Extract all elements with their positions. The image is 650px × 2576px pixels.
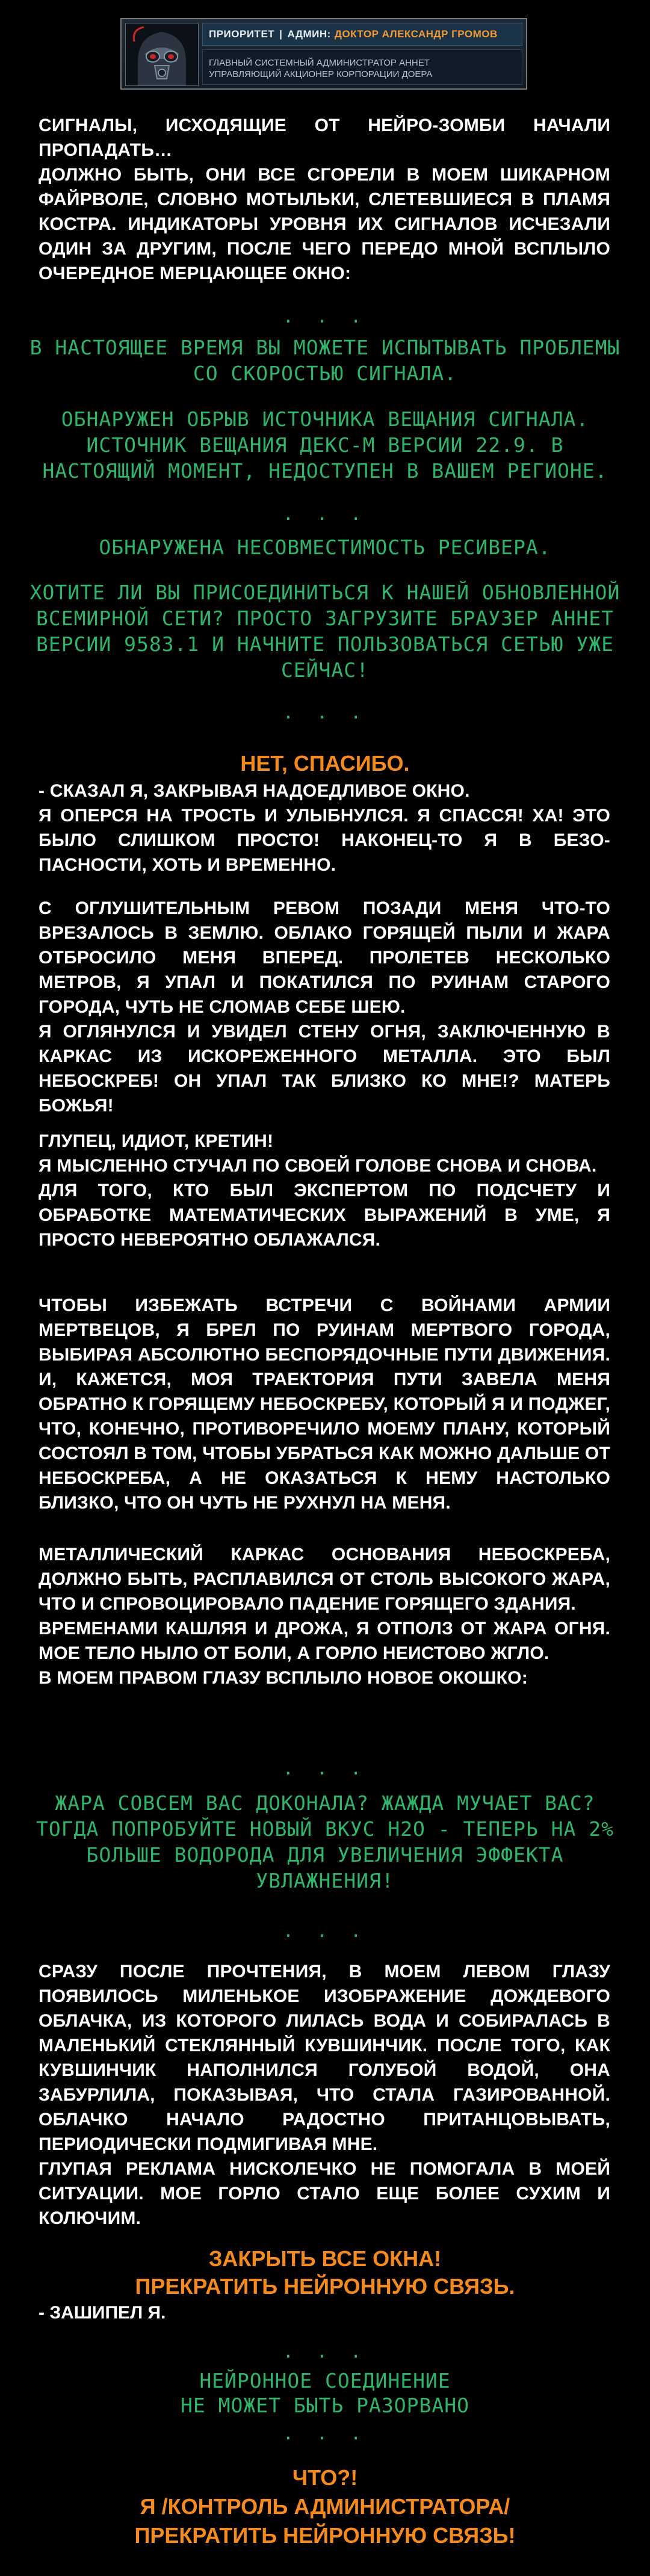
paragraph-line: - СКАЗАЛ Я, ЗАКРЫВАЯ НАДОЕДЛИВОЕ ОКНО. <box>39 781 470 801</box>
final-admin-control: Я /КОНТРОЛЬ АДМИНИСТРАТОРА/ <box>140 2494 510 2519</box>
paragraph-line: Я МЫСЛЕННО СТУЧАЛ ПО СВОЕЙ ГОЛОВЕ СНОВА И СНОВА. <box>39 1156 597 1176</box>
admin-name: ДОКТОР АЛЕКСАНДР ГРОМОВ <box>334 28 498 40</box>
story-hissed: - ЗАШИПЕЛ Я. <box>39 2303 166 2323</box>
paragraph-line: СРАЗУ ПОСЛЕ ПРОЧТЕНИЯ, В МОЕМ ЛЕВОМ ГЛАЗУ ПОЯВИЛОСЬ МИЛЕНЬКОЕ ИЗОБРАЖЕНИЕ ДОЖДЕВОГО ОБЛАЧКА, ИЗ КОТОРОГО ЛИЛАСЬ ВОДА И СОБИРАЛАСЬ В МАЛЕНЬКИЙ СТЕКЛЯННЫЙ КУВШИНЧИК. ПОСЛЕ ТОГО, КАК КУВШИНЧИК НАПОЛНИЛСЯ ГОЛУБОЙ ВОДОЙ, ОНА ЗАБУРЛИЛА, ПОКАЗЫВАЯ, ЧТО СТАЛА ГАЗИРОВАННОЙ. ОБЛАЧКО НАЧАЛО РАДОСТНО ПРИТАНЦОВЫВАТЬ, ПЕРИОДИЧЕСКИ ПОДМИГИВАЯ МНЕ. <box>39 1962 610 2154</box>
paragraph-line: МЕТАЛЛИЧЕСКИЙ КАРКАС ОСНОВАНИЯ НЕБОСКРЕБА, ДОЛЖНО БЫТЬ, РАСПЛАВИЛСЯ ОТ СТОЛЬ ВЫСОКОГО ЖАРА, ЧТО И СПРОВОЦИРОВАЛО ПАДЕНИЕ ГОРЯЩЕГО ЗДАНИЯ. <box>39 1545 610 1614</box>
paragraph-line: ДЛЯ ТОГО, КТО БЫЛ ЭКСПЕРТОМ ПО ПОДСЧЕТУ И ОБРАБОТКЕ МАТЕМАТИЧЕСКИХ ВЫРАЖЕНИЙ В УМЕ, Я ПРОСТО НЕВЕРОЯТНО ОБЛАЖАЛСЯ. <box>39 1181 610 1250</box>
paragraph-line: Я ОГЛЯНУЛСЯ И УВИДЕЛ СТЕНУ ОГНЯ, ЗАКЛЮЧЕННУЮ В КАРКАС ИЗ ИСКОРЕЖЕННОГО МЕТАЛЛА. ЭТО БЫЛ НЕБОСКРЕБ! ОН УПАЛ ТАК БЛИЗКО КО МНЕ!? МАТЕРЬ БОЖЬЯ! <box>39 1022 610 1116</box>
story-paragraph-1 <box>39 113 610 286</box>
reply-no-thanks: НЕТ, СПАСИБО. <box>240 751 410 776</box>
admin-title-line: ГЛАВНЫЙ СИСТЕМНЫЙ АДМИНИСТРАТОР АННЕТ <box>209 58 430 68</box>
popup-dots-middle: . . . <box>282 504 368 525</box>
popup-dots-bottom: . . . <box>282 702 368 723</box>
paragraph-line: ЧТОБЫ ИЗБЕЖАТЬ ВСТРЕЧИ С ВОЙНАМИ АРМИИ МЕРТВЕЦОВ, Я БРЕЛ ПО РУИНАМ МЕРТВОГО ГОРОДА, ВЫБИРАЯ АБСОЛЮТНО БЕСПОРЯДОЧНЫЕ ПУТИ ДВИЖЕНИЯ. И, КАЖЕТСЯ, МОЯ ТРАЕКТОРИЯ ПУТИ ЗАВЕЛА МЕНЯ ОБРАТНО К ГОРЯЩЕМУ НЕБОСКРЕБУ, КОТОРЫЙ Я И ПОДЖЕГ, ЧТО, КОНЕЧНО, ПРОТИВОРЕЧИЛО МОЕМУ ПЛАНУ, КОТОРЫЙ СОСТОЯЛ В ТОМ, ЧТОБЫ УБРАТЬСЯ КАК МОЖНО ДАЛЬШЕ ОТ НЕБОСКРЕБА, А НЕ ОКАЗАТЬСЯ К НЕМУ НАСТОЛЬКО БЛИЗКО, ЧТО ОН ЧУТЬ НЕ РУХНУЛ НА МЕНЯ. <box>39 1296 611 1513</box>
paragraph-line: СИГНАЛЫ, ИСХОДЯЩИЕ ОТ НЕЙРО-ЗОМБИ НАЧАЛИ ПРОПАДАТЬ… <box>39 116 610 160</box>
story-paragraph-3 <box>39 896 610 1118</box>
paragraph-line: ДОЛЖНО БЫТЬ, ОНИ ВСЕ СГОРЕЛИ В МОЕМ ШИКАРНОМ ФАЙРВОЛЕ, СЛОВНО МОТЫЛЬКИ, СЛЕТЕВШИЕСЯ В ПЛАМЯ КОСТРА. ИНДИКАТОРЫ УРОВНЯ ИХ СИГНАЛОВ ИСЧЕЗАЛИ ОДИН ЗА ДРУГИМ, ПОСЛЕ ЧЕГО ПЕРЕДО МНОЙ ВСПЛЫЛО ОЧЕРЕДНОЕ МЕРЦАЮЩЕЕ ОКНО: <box>39 165 610 283</box>
gas-mask-portrait-icon <box>125 23 199 86</box>
paragraph-line: ВРЕМЕНАМИ КАШЛЯЯ И ДРОЖА, Я ОТПОЛЗ ОТ ЖАРА ОГНЯ. МОЕ ТЕЛО НЫЛО ОТ БОЛИ, А ГОРЛО НЕИСТОВО ЖГЛО. <box>39 1619 610 1663</box>
separator: | <box>279 28 283 40</box>
story-paragraph-7 <box>39 1959 610 2231</box>
admin-company-line: УПРАВЛЯЮЩИЙ АКЦИОНЕР КОРПОРАЦИИ ДОЕРА <box>209 69 433 79</box>
final-stop-neural-link: ПРЕКРАТИТЬ НЕЙРОННУЮ СВЯЗЬ! <box>134 2523 516 2548</box>
command-stop-neural-link: ПРЕКРАТИТЬ НЕЙРОННУЮ СВЯЗЬ. <box>135 2274 515 2299</box>
ad-message-water: ЖАРА СОВСЕМ ВАС ДОКОНАЛА? ЖАЖДА МУЧАЕТ ВАС? ТОГДА ПОПРОБУЙТЕ НОВЫЙ ВКУС H2O - ТЕПЕРЬ НА 2% БОЛЬШЕ ВОДОРОДА ДЛЯ УВЕЛИЧЕНИЯ ЭФФЕКТА УВЛАЖНЕНИЯ! <box>36 1791 614 1892</box>
banner-title-bar <box>202 23 522 46</box>
paragraph-line: Я ОПЕРСЯ НА ТРОСТЬ И УЛЫБНУЛСЯ. Я СПАССЯ! ХА! ЭТО БЫЛО СЛИШКОМ ПРОСТО! НАКОНЕЦ-ТО Я В БЕЗО-ПАСНОСТИ, ХОТЬ И ВРЕМЕННО. <box>39 806 610 875</box>
story-paragraph-6 <box>39 1542 610 1690</box>
popup-message-invite: ХОТИТЕ ЛИ ВЫ ПРИСОЕДИНИТЬСЯ К НАШЕЙ ОБНОВЛЕННОЙ ВСЕМИРНОЙ СЕТИ? ПРОСТО ЗАГРУЗИТЕ БРАУЗЕР АННЕТ ВЕРСИИ 9583.1 И НАЧНИТЕ ПОЛЬЗОВАТЬСЯ СЕТЬЮ УЖЕ СЕЙЧАС! <box>29 581 621 682</box>
paragraph-line: ГЛУПАЯ РЕКЛАМА НИСКОЛЕЧКО НЕ ПОМОГАЛА В МОЕЙ СИТУАЦИИ. МОЕ ГОРЛО СТАЛО ЕЩЕ БОЛЕЕ СУХИМ И КОЛЮЧИМ. <box>39 2159 610 2228</box>
final-what: ЧТО?! <box>292 2465 358 2490</box>
banner-subtitle <box>202 49 522 85</box>
paragraph-line: ГЛУПЕЦ, ИДИОТ, КРЕТИН! <box>39 1131 274 1151</box>
system-message-line1: НЕЙРОННОЕ СОЕДИНЕНИЕ <box>199 2369 451 2392</box>
system-message-line2: НЕ МОЖЕТ БЫТЬ РАЗОРВАНО <box>181 2394 469 2417</box>
admin-banner <box>120 18 527 90</box>
popup-message-signal: В НАСТОЯЩЕЕ ВРЕМЯ ВЫ МОЖЕТЕ ИСПЫТЫВАТЬ ПРОБЛЕМЫ СО СКОРОСТЬЮ СИГНАЛА. <box>29 336 621 385</box>
ad-dots-top: . . . <box>282 1758 368 1779</box>
story-paragraph-2 <box>39 779 610 877</box>
popup-dots-top: . . . <box>282 306 368 327</box>
system-dots-bottom: . . . <box>282 2423 368 2444</box>
story-paragraph-4 <box>39 1129 610 1252</box>
paragraph-line: С ОГЛУШИТЕЛЬНЫМ РЕВОМ ПОЗАДИ МЕНЯ ЧТО-ТО ВРЕЗАЛОСЬ В ЗЕМЛЮ. ОБЛАКО ГОРЯЩЕЙ ПЫЛИ И ЖАРА ОТБРОСИЛО МЕНЯ ВПЕРЕД. ПРОЛЕТЕВ НЕСКОЛЬКО МЕТРОВ, Я УПАЛ И ПОКАТИЛСЯ ПО РУИНАМ СТАРОГО ГОРОДА, ЧУТЬ НЕ СЛОМАВ СЕБЕ ШЕЮ. <box>39 898 610 1017</box>
priority-label: ПРИОРИТЕТ <box>209 28 275 40</box>
popup-message-source: ОБНАРУЖЕН ОБРЫВ ИСТОЧНИКА ВЕЩАНИЯ СИГНАЛА. ИСТОЧНИК ВЕЩАНИЯ ДЕКС-М ВЕРСИИ 22.9. В НАСТОЯЩИЙ МОМЕНТ, НЕДОСТУПЕН В ВАШЕМ РЕГИОНЕ. <box>42 407 608 483</box>
paragraph-line: В МОЕМ ПРАВОМ ГЛАЗУ ВСПЛЫЛО НОВОЕ ОКОШКО: <box>39 1668 528 1688</box>
popup-message-receiver: ОБНАРУЖЕНА НЕСОВМЕСТИМОСТЬ РЕСИВЕРА. <box>99 536 551 559</box>
system-dots-top: . . . <box>282 2341 368 2362</box>
admin-label: АДМИН: <box>287 28 331 40</box>
ad-dots-bottom: . . . <box>282 1921 368 1942</box>
story-paragraph-5 <box>39 1293 610 1515</box>
command-close-windows: ЗАКРЫТЬ ВСЕ ОКНА! <box>208 2246 442 2271</box>
